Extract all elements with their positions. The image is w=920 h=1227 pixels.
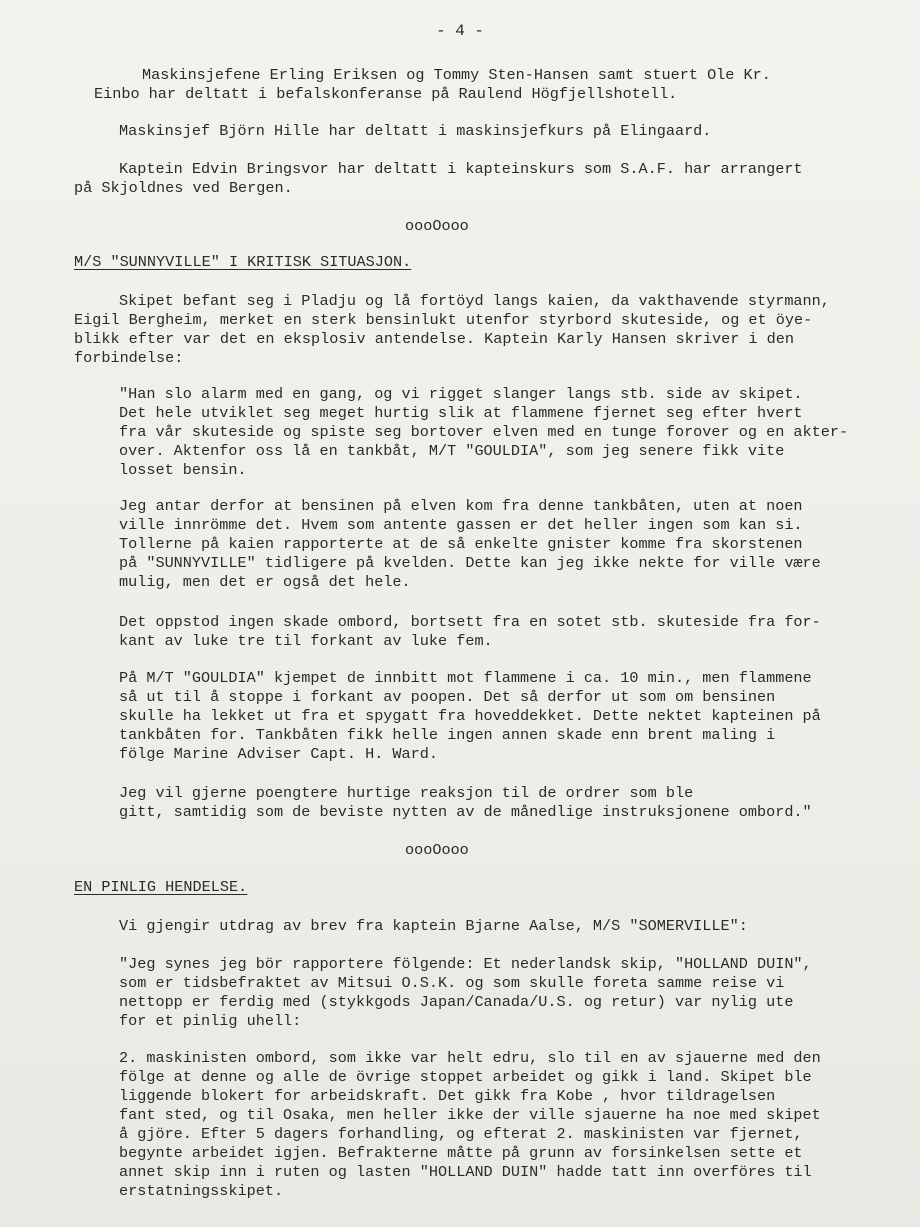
s2-q1-line2: som er tidsbefraktet av Mitsui O.S.K. og som skulle foreta samme reise vi: [119, 974, 785, 992]
section1-heading: M/S "SUNNYVILLE" I KRITISK SITUASJON.: [74, 253, 412, 271]
s2-p1: Vi gjengir utdrag av brev fra kaptein Bjarne Aalse, M/S "SOMERVILLE":: [119, 917, 748, 935]
s1-q1-line5: losset bensin.: [119, 461, 247, 479]
page-number: - 4 -: [435, 22, 484, 40]
s1-q3-line2: kant av luke tre til forkant av luke fem.: [119, 632, 493, 650]
s1-q4-line5: fölge Marine Adviser Capt. H. Ward.: [119, 745, 438, 763]
s2-q2-line3: liggende blokert for arbeidskraft. Det gikk fra Kobe , hvor tildragelsen: [119, 1087, 776, 1105]
s1-p1-line3: blikk efter var det en eksplosiv antendelse. Kaptein Karly Hansen skriver i den: [74, 330, 795, 348]
intro-p1-line2: Einbo har deltatt i befalskonferanse på Raulend Högfjellshotell.: [94, 85, 678, 103]
s1-q1-line1: "Han slo alarm med en gang, og vi rigget slanger langs stb. side av skipet.: [119, 385, 803, 403]
intro-p3-line1: Kaptein Edvin Bringsvor har deltatt i kapteinskurs som S.A.F. har arrangert: [119, 160, 803, 178]
intro-p2: Maskinsjef Björn Hille har deltatt i maskinsjefkurs på Elingaard.: [119, 122, 712, 140]
s1-q4-line4: tankbåten for. Tankbåten fikk helle ingen annen skade enn brent maling i: [119, 726, 776, 744]
s2-q1-line4: for et pinlig uhell:: [119, 1012, 302, 1030]
s2-q2-line1: 2. maskinisten ombord, som ikke var helt edru, slo til en av sjauerne med den: [119, 1049, 821, 1067]
s1-p1-line2: Eigil Bergheim, merket en sterk bensinlukt utenfor styrbord skuteside, og et öye-: [74, 311, 813, 329]
s1-q2-line1: Jeg antar derfor at bensinen på elven kom fra denne tankbåten, uten at noen: [119, 497, 803, 515]
s2-q2-line5: å gjöre. Efter 5 dagers forhandling, og efterat 2. maskinisten var fjernet,: [119, 1125, 803, 1143]
s1-q1-line2: Det hele utviklet seg meget hurtig slik at flammene fjernet seg efter hvert: [119, 404, 803, 422]
s2-q2-line8: erstatningsskipet.: [119, 1182, 284, 1200]
s2-q1-line1: "Jeg synes jeg bör rapportere fölgende: Et nederlandsk skip, "HOLLAND DUIN",: [119, 955, 812, 973]
s2-q1-line3: nettopp er ferdig med (stykkgods Japan/Canada/U.S. og retur) var nylig ute: [119, 993, 794, 1011]
s1-q2-line2: ville innrömme det. Hvem som antente gassen er det heller ingen som kan si.: [119, 516, 803, 534]
intro-p1-line1: Maskinsjefene Erling Eriksen og Tommy Sten-Hansen samt stuert Ole Kr.: [142, 66, 771, 84]
s2-q2-line2: fölge at denne og alle de övrige stoppet arbeidet og gikk i land. Skipet ble: [119, 1068, 812, 1086]
s2-q2-line7: annet skip inn i ruten og lasten "HOLLAND DUIN" hadde tatt inn overföres til: [119, 1163, 812, 1181]
separator-1: oooOooo: [405, 217, 469, 235]
s1-q5-line1: Jeg vil gjerne poengtere hurtige reaksjon til de ordrer som ble: [119, 784, 694, 802]
section2-heading: EN PINLIG HENDELSE.: [74, 878, 248, 896]
s1-q1-line4: over. Aktenfor oss lå en tankbåt, M/T "GOULDIA", som jeg senere fikk vite: [119, 442, 785, 460]
s1-q4-line2: så ut til å stoppe i forkant av poopen. Det så derfor ut som om bensinen: [119, 688, 776, 706]
intro-p3-line2: på Skjoldnes ved Bergen.: [74, 179, 293, 197]
separator-2: oooOooo: [405, 841, 469, 859]
s1-p1-line1: Skipet befant seg i Pladju og lå fortöyd langs kaien, da vakthavende styrmann,: [119, 292, 830, 310]
s1-q3-line1: Det oppstod ingen skade ombord, bortsett fra en sotet stb. skuteside fra for-: [119, 613, 821, 631]
s1-q2-line5: mulig, men det er også det hele.: [119, 573, 411, 591]
s1-q2-line4: på "SUNNYVILLE" tidligere på kvelden. Dette kan jeg ikke nekte for ville være: [119, 554, 821, 572]
s1-q2-line3: Tollerne på kaien rapporterte at de så enkelte gnister komme fra skorstenen: [119, 535, 803, 553]
s1-q4-line1: På M/T "GOULDIA" kjempet de innbitt mot flammene i ca. 10 min., men flammene: [119, 669, 812, 687]
s1-q1-line3: fra vår skuteside og spiste seg bortover elven med en tunge forover og en akter-: [119, 423, 849, 441]
s2-q2-line6: begynte arbeidet igjen. Befrakterne måtte på grunn av forsinkelsen sette et: [119, 1144, 803, 1162]
s1-p1-line4: forbindelse:: [74, 349, 184, 367]
s2-q2-line4: fant sted, og til Osaka, men heller ikke der ville sjauerne ha noe med skipet: [119, 1106, 821, 1124]
s1-q4-line3: skulle ha lekket ut fra et spygatt fra hoveddekket. Dette nektet kapteinen på: [119, 707, 821, 725]
s1-q5-line2: gitt, samtidig som de beviste nytten av de månedlige instruksjonene ombord.": [119, 803, 812, 821]
